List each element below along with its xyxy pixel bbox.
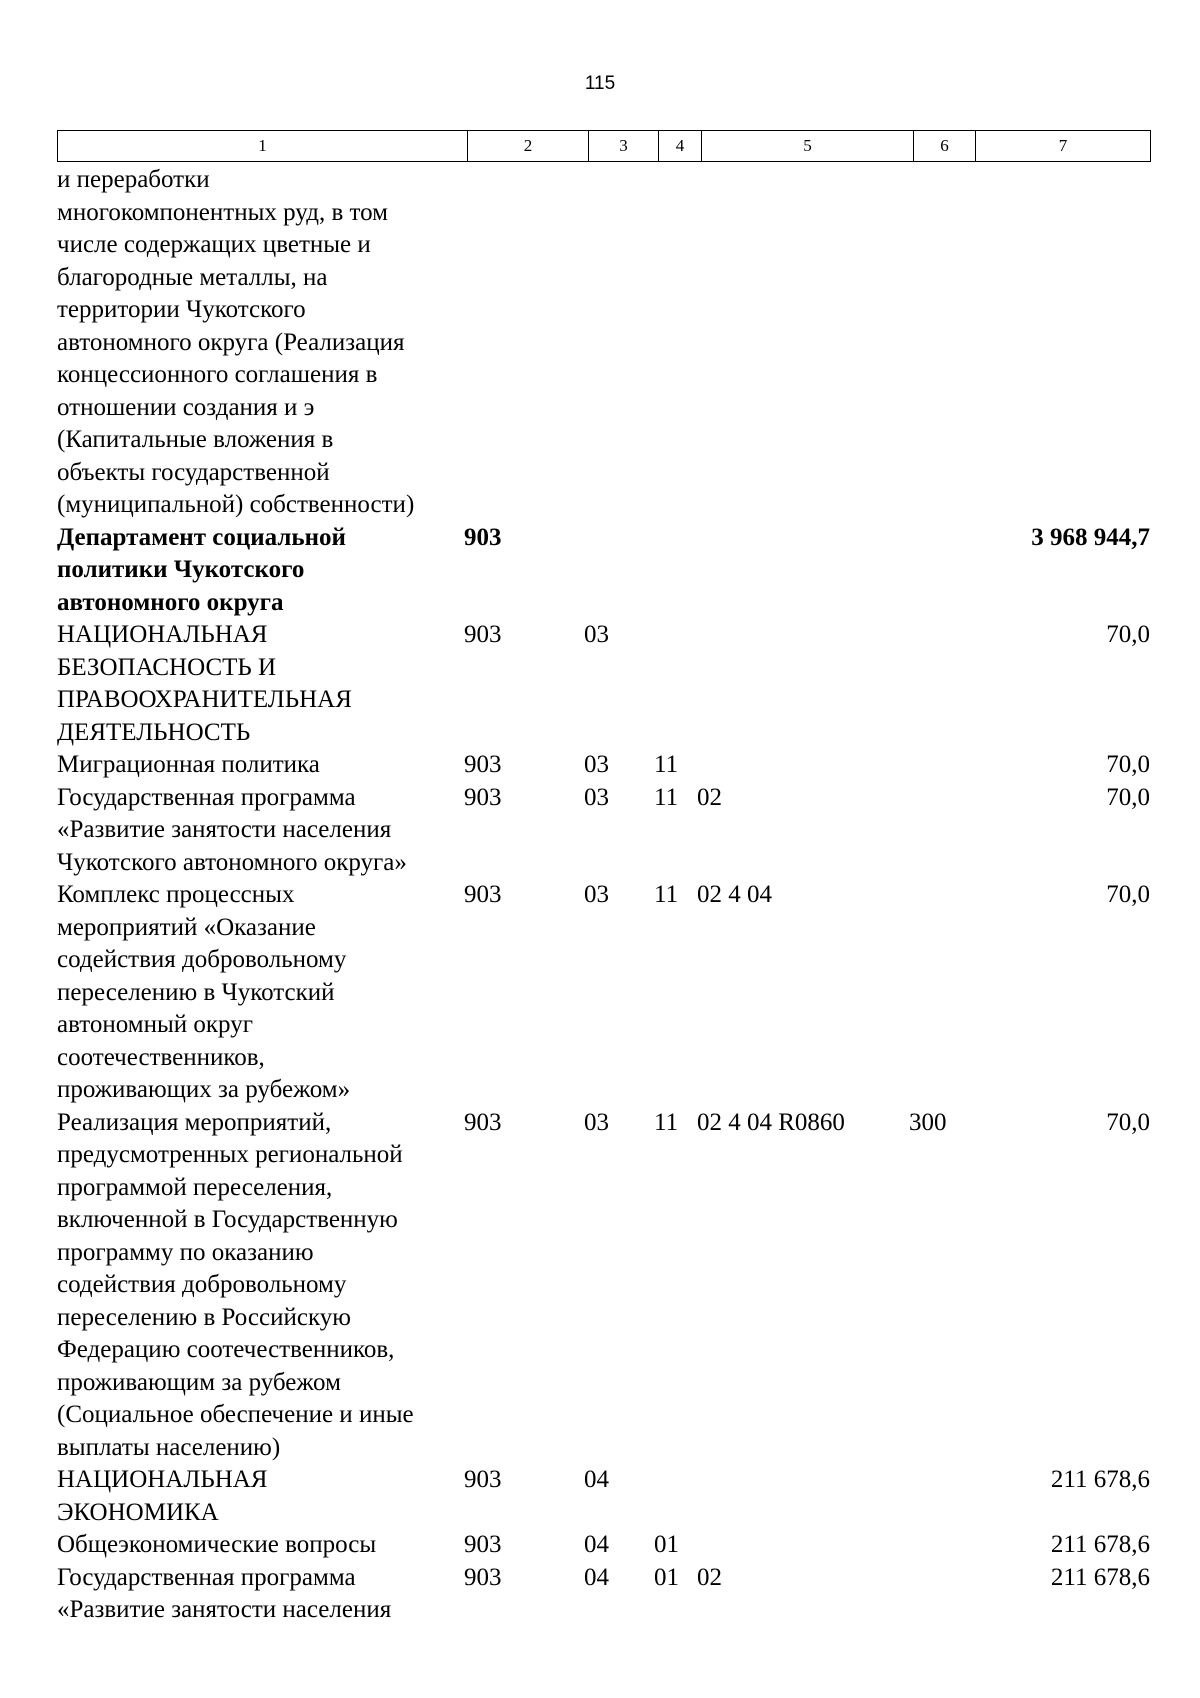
- row-description: [57, 1464, 457, 1529]
- amount: 3 968 944,7: [1031, 523, 1150, 551]
- amount: 70,0: [1106, 1108, 1150, 1136]
- description-line: содействия добровольному: [57, 946, 347, 973]
- description-line: Комплекс процессных: [57, 881, 295, 908]
- amount: 70,0: [1106, 881, 1150, 908]
- row-description: [57, 1107, 457, 1465]
- description-line: НАЦИОНАЛЬНАЯ: [57, 621, 268, 648]
- column-header-1: 1: [58, 131, 468, 162]
- admin-code: 903: [464, 1466, 502, 1493]
- row-description: [57, 522, 457, 620]
- row-description: [57, 164, 457, 522]
- description-line: числе содержащих цветные и: [57, 231, 371, 258]
- section-code: 04: [584, 1466, 609, 1493]
- subsection-code: 11: [654, 881, 679, 908]
- row-description: [57, 1529, 457, 1562]
- description-line: проживающих за рубежом»: [57, 1076, 351, 1103]
- admin-code: 903: [464, 523, 502, 551]
- row-description: [57, 782, 457, 880]
- target-article-code: 02 4 04 R0860: [697, 1108, 845, 1136]
- admin-code: 903: [464, 881, 502, 908]
- description-line: «Развитие занятости населения: [57, 1596, 392, 1623]
- table-row: [57, 749, 1150, 782]
- description-line: (Капитальные вложения в: [57, 426, 334, 453]
- description-line: автономного округа: [57, 588, 284, 616]
- description-line: благородные металлы, на: [57, 263, 328, 291]
- section-code: 03: [584, 621, 609, 648]
- amount: 70,0: [1106, 621, 1150, 648]
- description-line: и переработки: [57, 166, 210, 193]
- subsection-code: 11: [654, 751, 679, 778]
- description-line: НАЦИОНАЛЬНАЯ: [57, 1466, 268, 1493]
- column-header-4: 4: [659, 131, 702, 162]
- description-line: многокомпонентных руд, в том: [57, 198, 388, 226]
- description-line: переселению в Российскую: [57, 1303, 351, 1331]
- column-header-3: 3: [589, 131, 659, 162]
- target-article-code: 02 4 04: [697, 881, 772, 908]
- section-code: 03: [584, 751, 609, 778]
- row-description: [57, 619, 457, 749]
- description-line: Общеэкономические вопросы: [57, 1531, 377, 1558]
- subsection-code: 11: [654, 783, 679, 811]
- description-line: программой переселения,: [57, 1173, 333, 1201]
- description-line: (Социальное обеспечение и иные: [57, 1401, 414, 1428]
- description-line: ДЕЯТЕЛЬНОСТЬ: [57, 718, 251, 746]
- amount: 211 678,6: [1050, 1531, 1150, 1558]
- row-description: [57, 879, 457, 1107]
- description-line: предусмотренных региональной: [57, 1141, 403, 1168]
- section-code: 03: [584, 783, 609, 811]
- description-line: автономного округа (Реализация: [57, 328, 405, 356]
- description-line: территории Чукотского: [57, 296, 306, 323]
- description-line: «Развитие занятости населения: [57, 816, 392, 843]
- table-row: [57, 1529, 1150, 1562]
- amount: 211 678,6: [1050, 1466, 1150, 1493]
- admin-code: 903: [464, 751, 502, 778]
- row-description: [57, 1562, 457, 1627]
- admin-code: 903: [464, 1563, 502, 1591]
- amount: 70,0: [1106, 783, 1150, 811]
- description-line: Миграционная политика: [57, 751, 320, 778]
- description-line: Государственная программа: [57, 783, 356, 811]
- section-code: 04: [584, 1531, 609, 1558]
- admin-code: 903: [464, 783, 502, 811]
- description-line: Федерацию соотечественников,: [57, 1336, 395, 1363]
- amount: 211 678,6: [1050, 1563, 1150, 1591]
- target-article-code: 02: [697, 783, 722, 811]
- budget-table-body: [57, 164, 1150, 1627]
- column-header-7: 7: [976, 131, 1151, 162]
- target-article-code: 02: [697, 1563, 722, 1591]
- table-row: [57, 1562, 1150, 1627]
- description-line: Департамент социальной: [57, 523, 346, 551]
- table-row: [57, 1107, 1150, 1465]
- description-line: содействия добровольному: [57, 1271, 347, 1298]
- description-line: программу по оказанию: [57, 1238, 314, 1266]
- description-line: выплаты населению): [57, 1433, 281, 1461]
- table-row: [57, 619, 1150, 749]
- description-line: ЭКОНОМИКА: [57, 1498, 219, 1526]
- description-line: автономный округ: [57, 1011, 253, 1038]
- description-line: политики Чукотского: [57, 556, 305, 583]
- expense-type-code: 300: [909, 1108, 947, 1136]
- column-header-2: 2: [468, 131, 589, 162]
- description-line: соотечественников,: [57, 1043, 265, 1071]
- section-code: 03: [584, 881, 609, 908]
- column-header-6: 6: [914, 131, 976, 162]
- column-header-5: 5: [702, 131, 914, 162]
- row-description: [57, 749, 457, 782]
- table-row: [57, 522, 1150, 620]
- table-row: [57, 1464, 1150, 1529]
- description-line: переселению в Чукотский: [57, 978, 335, 1006]
- table-row: [57, 164, 1150, 522]
- description-line: объекты государственной: [57, 458, 330, 486]
- description-line: проживающим за рубежом: [57, 1368, 341, 1396]
- section-code: 03: [584, 1108, 609, 1136]
- description-line: мероприятий «Оказание: [57, 913, 316, 941]
- description-line: БЕЗОПАСНОСТЬ И: [57, 653, 277, 681]
- section-code: 04: [584, 1563, 609, 1591]
- description-line: концессионного соглашения в: [57, 361, 378, 388]
- description-line: включенной в Государственную: [57, 1206, 398, 1233]
- subsection-code: 01: [654, 1531, 679, 1558]
- description-line: (муниципальной) собственности): [57, 491, 415, 518]
- description-line: Реализация мероприятий,: [57, 1108, 332, 1136]
- description-line: Чукотского автономного округа»: [57, 848, 407, 876]
- table-row: [57, 879, 1150, 1107]
- admin-code: 903: [464, 1108, 502, 1136]
- page-number: 115: [584, 73, 616, 94]
- amount: 70,0: [1106, 751, 1150, 778]
- description-line: отношении создания и э: [57, 393, 315, 421]
- column-header-table: [57, 130, 1151, 162]
- table-row: [57, 782, 1150, 880]
- description-line: ПРАВООХРАНИТЕЛЬНАЯ: [57, 686, 352, 713]
- admin-code: 903: [464, 1531, 502, 1558]
- subsection-code: 11: [654, 1108, 679, 1136]
- subsection-code: 01: [654, 1563, 679, 1591]
- column-header-row: [58, 131, 1151, 162]
- description-line: Государственная программа: [57, 1563, 356, 1591]
- admin-code: 903: [464, 621, 502, 648]
